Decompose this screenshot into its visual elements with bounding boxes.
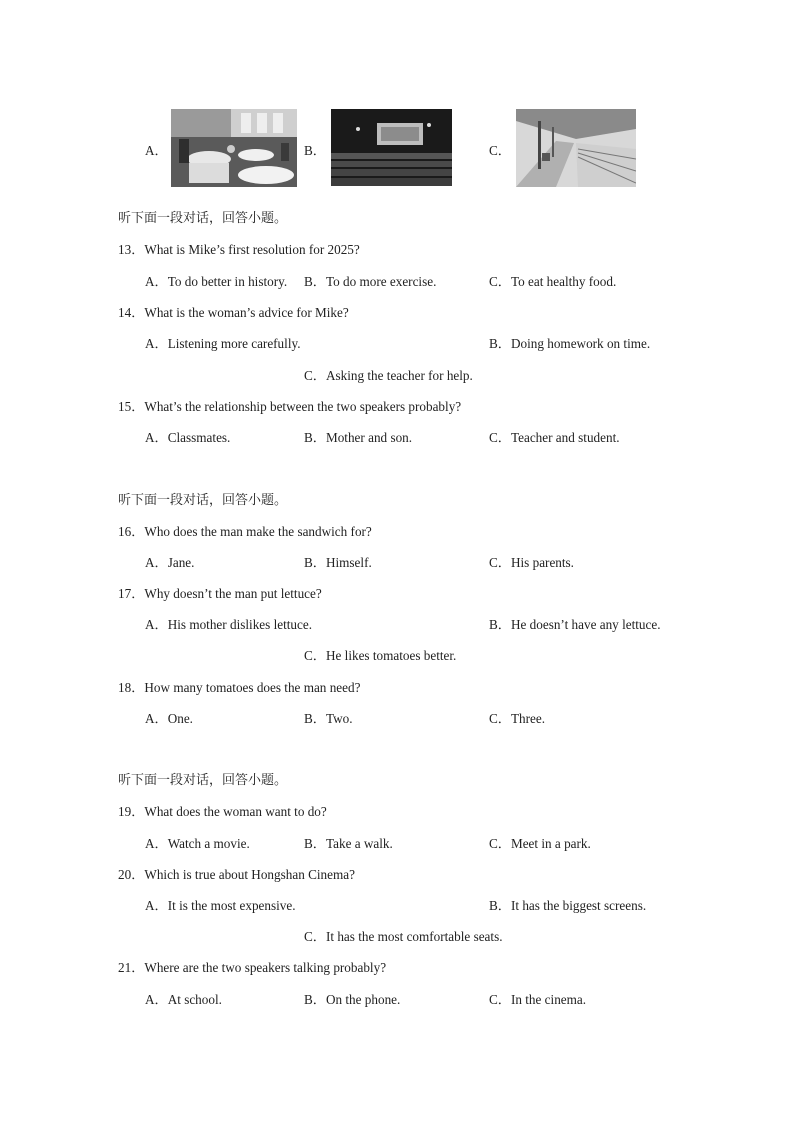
question-stem: 16．Who does the man make the sandwich for? <box>118 524 372 539</box>
section-instruction: 听下面一段对话，回答小题。 <box>118 773 288 788</box>
option-a-label: A． <box>145 143 168 158</box>
option-c[interactable]: C．In the cinema. <box>489 992 587 1007</box>
option-b[interactable]: B．Doing homework on time. <box>489 336 651 351</box>
option-b[interactable]: B．To do more exercise. <box>304 274 437 289</box>
question-stem: 20．Which is true about Hongshan Cinema? <box>118 867 355 882</box>
option-a[interactable]: A．At school. <box>145 992 222 1007</box>
option-b[interactable]: B．It has the biggest screens. <box>489 898 647 913</box>
option-b[interactable]: B．On the phone. <box>304 992 401 1007</box>
question-stem: 21．Where are the two speakers talking probably? <box>118 960 387 975</box>
option-c[interactable]: C．Meet in a park. <box>489 836 591 851</box>
option-b[interactable]: B．Himself. <box>304 555 372 570</box>
option-b-label: B． <box>304 143 326 158</box>
option-a[interactable]: A．To do better in history. <box>145 274 288 289</box>
option-b[interactable]: B．Take a walk. <box>304 836 393 851</box>
option-b[interactable]: B．Two. <box>304 711 353 726</box>
train-station-photo-icon <box>516 109 636 187</box>
option-c[interactable]: C．He likes tomatoes better. <box>304 648 457 663</box>
option-a[interactable]: A．One. <box>145 711 193 726</box>
restaurant-photo-icon <box>171 109 297 187</box>
section-instruction: 听下面一段对话，回答小题。 <box>118 211 288 226</box>
question-stem: 17．Why doesn’t the man put lettuce? <box>118 586 322 601</box>
option-a[interactable]: A．Jane. <box>145 555 195 570</box>
section-instruction: 听下面一段对话，回答小题。 <box>118 493 288 508</box>
question-stem: 19．What does the woman want to do? <box>118 804 327 819</box>
question-stem: 13．What is Mike’s first resolution for 2025? <box>118 242 360 257</box>
option-a[interactable]: A．Classmates. <box>145 430 231 445</box>
option-a[interactable]: A．It is the most expensive. <box>145 898 296 913</box>
question-stem: 15．What’s the relationship between the two speakers probably? <box>118 399 462 414</box>
option-c[interactable]: C．To eat healthy food. <box>489 274 617 289</box>
option-c-label: C． <box>489 143 511 158</box>
option-b[interactable]: B．He doesn’t have any lettuce. <box>489 617 661 632</box>
option-c[interactable]: C．Asking the teacher for help. <box>304 368 473 383</box>
option-c[interactable]: C．It has the most comfortable seats. <box>304 929 503 944</box>
option-c[interactable]: C．Teacher and student. <box>489 430 620 445</box>
option-c[interactable]: C．Three. <box>489 711 546 726</box>
question-stem: 18．How many tomatoes does the man need? <box>118 680 361 695</box>
option-c[interactable]: C．His parents. <box>489 555 574 570</box>
option-a[interactable]: A．Watch a movie. <box>145 836 250 851</box>
cinema-photo-icon <box>331 109 452 186</box>
question-stem: 14．What is the woman’s advice for Mike? <box>118 305 349 320</box>
option-b[interactable]: B．Mother and son. <box>304 430 413 445</box>
option-a[interactable]: A．Listening more carefully. <box>145 336 301 351</box>
option-a[interactable]: A．His mother dislikes lettuce. <box>145 617 313 632</box>
